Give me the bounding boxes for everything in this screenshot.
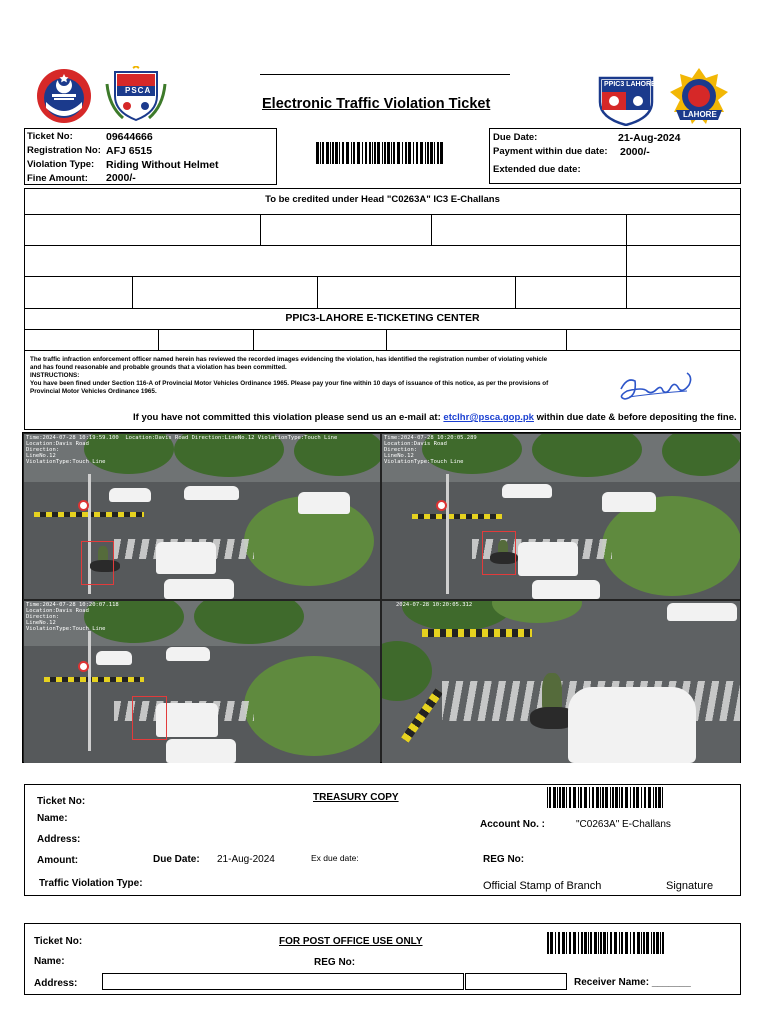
city-traffic-police-logo — [666, 66, 732, 128]
table-row — [25, 215, 740, 245]
notice-line-2: You have been fined under Section 116-A of Provincial Motor Vehicles Ordinance 1965. Please pay your fine within 10 days of issuance of this notice, as per the provisions of Provincial Motor Vehicles Ordinance 1965. — [30, 380, 549, 395]
photo-4-osd: 2024-07-28 10:20:05.312 — [396, 602, 473, 608]
email-notice — [133, 412, 737, 423]
table-row — [25, 330, 740, 350]
payment-within-value: 2000/- — [620, 146, 650, 158]
registration-value: AFJ 6515 — [106, 145, 153, 157]
treasury-reg-label: REG No: — [483, 854, 525, 865]
violation-type-value: Riding Without Helmet — [106, 159, 219, 171]
treasury-name-label: Name: — [37, 813, 68, 824]
evidence-photo-1 — [24, 434, 380, 599]
table-row — [25, 277, 740, 308]
due-info-box — [489, 128, 741, 184]
post-office-title: FOR POST OFFICE USE ONLY — [279, 936, 423, 947]
due-date-label: Due Date: — [493, 132, 538, 143]
email-prefix: If you have not committed this violation please send us an e-mail at: — [133, 412, 441, 423]
extended-due-label: Extended due date: — [493, 164, 581, 175]
post-office-copy — [24, 923, 741, 995]
psca-logo — [103, 66, 169, 122]
psca-logo-text: PSCA — [125, 86, 152, 95]
notice-text — [30, 356, 550, 396]
post-office-extra-field[interactable] — [465, 973, 567, 990]
post-office-name-label: Name: — [34, 956, 65, 967]
treasury-title: TREASURY COPY — [313, 792, 399, 803]
photo-1-osd: Time:2024-07-28 10:19:59.100 Location:Davis Road Direction:LineNo.12 ViolationType:Touch Line Location:Davis Road Direction: LineNo.12 ViolationType:Touch Line — [26, 435, 338, 465]
treasury-due-date-value: 21-Aug-2024 — [217, 854, 275, 865]
credited-head-text: To be credited under Head "C0263A" IC3 E-Challans — [265, 194, 500, 205]
post-office-reg-label: REG No: — [314, 957, 356, 968]
treasury-stamp-label: Official Stamp of Branch — [483, 880, 602, 892]
evidence-photo-4 — [382, 601, 740, 763]
header-rule — [260, 74, 510, 75]
treasury-account-value: "C0263A" E-Challans — [576, 819, 671, 830]
ppic3-logo-text: PPIC3 LAHORE — [604, 81, 656, 88]
due-date-value: 21-Aug-2024 — [618, 132, 681, 144]
photo-3-osd: Time:2024-07-28 10:20:07.118 Location:Davis Road Direction: LineNo.12 ViolationType:Touch Line — [26, 602, 119, 632]
treasury-account-label: Account No. : — [480, 819, 545, 830]
post-office-address-field[interactable] — [102, 973, 464, 990]
instructions-label: INSTRUCTIONS: — [30, 372, 80, 379]
notice-line-1: The traffic infraction enforcement officer named herein has reviewed the recorded images evidencing the violation, has identified the registration number of violating vehicle and has found reasonable and probable grounds that a violation has been committed. — [30, 356, 548, 371]
credit-table — [24, 188, 741, 430]
treasury-ticket-no-label: Ticket No: — [37, 796, 86, 807]
treasury-ex-due-label: Ex due date: — [311, 853, 359, 863]
post-office-barcode — [547, 932, 667, 954]
ticket-no-label: Ticket No: — [27, 131, 73, 142]
page-title: Electronic Traffic Violation Ticket — [262, 96, 491, 112]
center-title: PPIC3-LAHORE E-TICKETING CENTER — [285, 312, 480, 324]
post-office-receiver-label: Receiver Name: _______ — [574, 977, 691, 988]
ticket-no-value: 09644666 — [106, 131, 153, 143]
punjab-police-logo — [36, 68, 92, 124]
violation-type-label: Violation Type: — [27, 159, 95, 170]
treasury-address-label: Address: — [37, 834, 81, 845]
officer-signature — [617, 367, 697, 407]
registration-label: Registration No: — [27, 145, 101, 156]
treasury-due-date-label: Due Date: — [153, 854, 200, 865]
payment-within-label: Payment within due date: — [493, 146, 608, 157]
treasury-violation-label: Traffic Violation Type: — [39, 878, 143, 889]
evidence-photo-3 — [24, 601, 380, 763]
photo-2-osd: Time:2024-07-28 10:20:05.289 Location:Davis Road Direction: LineNo.12 ViolationType:Touch Line — [384, 435, 477, 465]
post-office-address-label: Address: — [34, 978, 78, 989]
post-office-ticket-no-label: Ticket No: — [34, 936, 83, 947]
ppic3-logo — [594, 70, 658, 126]
city-traffic-police-logo-text: LAHORE — [683, 110, 717, 119]
ticket-info-box — [24, 128, 277, 185]
fine-amount-value: 2000/- — [106, 172, 136, 184]
fine-amount-label: Fine Amount: — [27, 173, 88, 184]
evidence-photos — [22, 432, 741, 763]
treasury-barcode — [547, 787, 667, 808]
treasury-copy — [24, 784, 741, 896]
email-suffix: within due date & before depositing the fine. — [536, 412, 737, 423]
email-link[interactable]: etclhr@psca.gop.pk — [443, 412, 534, 423]
table-row — [25, 246, 740, 276]
evidence-photo-2 — [382, 434, 740, 599]
treasury-signature-label: Signature — [666, 880, 714, 892]
treasury-amount-label: Amount: — [37, 855, 79, 866]
ticket-barcode — [316, 142, 444, 164]
